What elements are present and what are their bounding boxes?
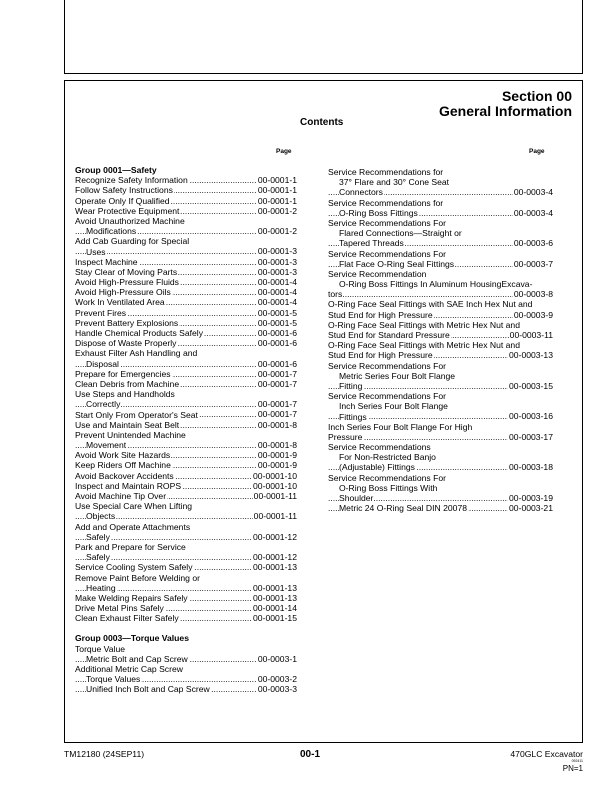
toc-entry-page: 00-0001-7 — [257, 368, 297, 379]
toc-entry-title: For Non-Restricted Banjo — [339, 452, 436, 463]
toc-entry-title: Prevent Unintended Machine — [75, 429, 186, 440]
toc-entry-page: 00-0003-4 — [513, 187, 553, 198]
toc-entry-page: 00-0003-3 — [257, 684, 297, 695]
toc-entry-line[interactable] — [328, 198, 553, 208]
toc-entry-line[interactable] — [75, 501, 297, 511]
toc-entry-line[interactable] — [75, 348, 297, 358]
group-heading: Group 0003—Torque Values — [75, 633, 189, 644]
toc-entry-page: 00-0001-5 — [257, 307, 297, 318]
toc-entry[interactable] — [75, 297, 297, 307]
toc-entry-title: Prevent Fires — [75, 307, 127, 318]
toc-entry-line[interactable] — [328, 279, 553, 289]
group-heading: Group 0001—Safety — [75, 165, 157, 175]
toc-entry-title: Unified Inch Bolt and Cap Screw — [86, 684, 210, 695]
toc-entry-page: 00-0003-18 — [509, 462, 553, 473]
toc-entry-page: 00-0001-3 — [257, 266, 297, 277]
toc-entry[interactable] — [75, 674, 297, 684]
toc-entry-page: 00-0003-4 — [513, 207, 553, 218]
toc-entry-page: 00-0001-11 — [253, 511, 297, 522]
toc-entry-page: 00-0003-11 — [509, 330, 553, 340]
toc-entry-title: Make Welding Repairs Safely — [75, 592, 188, 603]
toc-entry-page: 00-0001-7 — [257, 399, 297, 410]
toc-entry-page: 00-0001-7 — [257, 378, 297, 389]
toc-entry-title: Torque Values — [86, 674, 141, 685]
toc-entry-page: 00-0001-15 — [253, 613, 297, 624]
toc-entry[interactable] — [328, 493, 553, 503]
toc-entry[interactable] — [75, 277, 297, 287]
toc-entry-title: Service Recommendations — [328, 442, 431, 453]
toc-entry-title: Movement — [86, 440, 127, 451]
toc-entry-line[interactable] — [328, 228, 553, 238]
page-column-label-left: Page — [276, 148, 292, 155]
contents-heading: Contents — [300, 117, 344, 128]
toc-entry[interactable] — [328, 259, 553, 269]
toc-entry[interactable] — [328, 381, 553, 391]
toc-entry[interactable] — [75, 247, 297, 257]
toc-entry-line[interactable] — [328, 249, 553, 259]
toc-entry-title: Safely — [86, 552, 110, 563]
toc-entry-line[interactable] — [75, 216, 297, 226]
toc-entry-page: 00-0001-1 — [257, 195, 297, 206]
toc-entry-title: Service Recommendations for — [328, 167, 444, 177]
toc-entry-title: Avoid Work Site Hazards — [75, 450, 171, 461]
toc-entry-page: 00-0001-6 — [257, 338, 297, 349]
toc-entry-line[interactable] — [328, 483, 553, 493]
toc-entry-title: Exhaust Filter Ash Handling and — [75, 348, 198, 359]
toc-entry-title: Use Special Care When Lifting — [75, 501, 193, 512]
toc-entry[interactable] — [75, 471, 297, 481]
toc-entry-title: Pressure — [328, 431, 363, 442]
toc-entry-page: 00-0003-15 — [509, 380, 553, 391]
toc-entry[interactable] — [75, 532, 297, 542]
toc-entry[interactable] — [75, 654, 297, 664]
toc-entry[interactable] — [328, 187, 553, 197]
toc-entry-title: Fitting — [339, 380, 363, 391]
footer-code: 092411 — [571, 759, 583, 763]
toc-entry-page: 00-0001-8 — [257, 440, 297, 451]
toc-entry-title: Avoid High-Pressure Fluids — [75, 277, 179, 288]
toc-entry-page: 00-0001-9 — [257, 450, 297, 461]
toc-entry-page: 00-0003-13 — [509, 350, 553, 361]
toc-entry[interactable] — [75, 593, 297, 603]
toc-entry-title: Stud End for Standard Pressure — [328, 330, 450, 340]
toc-entry-page: 00-0001-10 — [253, 470, 297, 481]
toc-entry-title: O-Ring Face Seal Fittings with Metric Hex Nut and — [328, 340, 520, 351]
toc-entry-title: Remove Paint Before Welding or — [75, 572, 200, 583]
toc-entry-title: Heating — [86, 582, 116, 593]
toc-entry[interactable] — [75, 511, 297, 521]
toc-entry-line[interactable] — [328, 218, 553, 228]
toc-entry-title: Fittings — [339, 411, 367, 422]
toc-entry-title: Uses — [86, 246, 106, 257]
toc-entry-title: 37° Flare and 30° Cone Seat — [339, 177, 450, 188]
toc-entry[interactable] — [75, 603, 297, 613]
toc-entry-page: 00-0001-2 — [257, 226, 297, 237]
toc-entry-page: 00-0001-7 — [257, 409, 297, 420]
top-frame — [64, 0, 583, 74]
toc-entry-line[interactable] — [328, 269, 553, 279]
footer-model: 470GLC Excavator — [510, 749, 583, 759]
toc-entry-title: Work In Ventilated Area — [75, 297, 165, 308]
toc-entry-title: Clean Exhaust Filter Safely — [75, 613, 179, 624]
toc-entry-title: Service Recommendations For — [328, 391, 446, 402]
toc-entry-page: 00-0001-5 — [257, 317, 297, 328]
toc-entry[interactable] — [75, 369, 297, 379]
toc-entry[interactable] — [328, 208, 553, 218]
toc-entry-line[interactable] — [75, 389, 297, 399]
toc-entry-line[interactable] — [328, 299, 553, 309]
toc-entry-line[interactable] — [328, 422, 553, 432]
toc-entry-title: Use and Maintain Seat Belt — [75, 419, 180, 430]
toc-entry-title: Objects — [86, 511, 116, 522]
toc-entry-title: Tapered Threads — [339, 238, 404, 249]
toc-entry-title: Add and Operate Attachments — [75, 521, 191, 532]
toc-entry-line[interactable] — [328, 473, 553, 483]
toc-entry-title: Flared Connections—Straight or — [339, 228, 462, 239]
toc-entry-title: Metric 24 O-Ring Seal DIN 20078 — [339, 503, 468, 514]
section-title: General Information — [438, 103, 572, 119]
toc-entry-title: Use Steps and Handholds — [75, 389, 175, 400]
toc-entry-page: 00-0001-8 — [257, 419, 297, 430]
toc-entry-title: Follow Safety Instructions — [75, 185, 173, 196]
toc-entry-title: Service Recommendation — [328, 268, 427, 279]
toc-entry[interactable] — [328, 432, 553, 442]
toc-entry-page: 00-0003-16 — [509, 411, 553, 422]
toc-entry-title: O-Ring Boss Fittings With — [339, 482, 438, 493]
toc-right-column — [328, 167, 553, 513]
toc-entry-line[interactable] — [328, 401, 553, 411]
toc-entry-title: Safely — [86, 531, 110, 542]
toc-entry-page: 00-0003-19 — [509, 493, 553, 503]
toc-entry-page: 00-0001-10 — [253, 480, 297, 491]
toc-entry[interactable] — [328, 503, 553, 513]
toc-entry-title: Service Recommendations For — [328, 248, 446, 259]
toc-entry-page: 00-0001-3 — [257, 246, 297, 257]
toc-entry-title: Avoid High-Pressure Oils — [75, 287, 171, 298]
toc-entry-line[interactable] — [328, 391, 553, 401]
toc-entry-page: 00-0001-14 — [253, 603, 297, 614]
toc-left-column — [75, 165, 297, 695]
toc-entry-page: 00-0001-6 — [257, 328, 297, 338]
toc-entry[interactable] — [328, 350, 553, 360]
toc-entry-title: Inch Series Four Bolt Flange — [339, 401, 448, 412]
toc-entry-title: Torque Value — [75, 643, 126, 654]
toc-entry-line[interactable] — [328, 340, 553, 350]
toc-entry-title: O-Ring Face Seal Fittings with Metric Hex Nut and — [328, 319, 520, 330]
toc-entry[interactable] — [75, 450, 297, 460]
footer-doc-id: TM12180 (24SEP11) — [64, 749, 145, 759]
toc-entry[interactable] — [75, 359, 297, 369]
toc-entry-title: Handle Chemical Products Safely — [75, 328, 204, 338]
toc-entry-title: Flat Face O-Ring Seal Fittings — [339, 258, 455, 269]
toc-entry-title: Avoid Machine Tip Over — [75, 491, 167, 501]
toc-entry[interactable] — [75, 491, 297, 501]
toc-entry[interactable] — [75, 684, 297, 694]
toc-entry-line[interactable] — [75, 430, 297, 440]
toc-entry-title: Stay Clear of Moving Parts — [75, 266, 178, 277]
toc-entry-title: (Adjustable) Fittings — [339, 462, 415, 473]
toc-entry-title: Inspect Machine — [75, 256, 138, 267]
toc-entry-title: Park and Prepare for Service — [75, 541, 186, 552]
toc-entry[interactable] — [75, 410, 297, 420]
toc-entry-page: 00-0003-2 — [257, 674, 297, 685]
section-number: Section 00 — [501, 88, 572, 104]
toc-entry[interactable] — [328, 462, 553, 472]
toc-entry[interactable] — [75, 308, 297, 318]
toc-entry-title: Service Recommendations For — [328, 472, 446, 483]
toc-entry-line[interactable] — [328, 177, 553, 187]
toc-entry-page: 00-0001-2 — [257, 205, 297, 216]
toc-entry-page: 00-0003-17 — [509, 431, 553, 442]
footer-page-number: 00-1 — [300, 749, 321, 760]
toc-entry[interactable] — [75, 583, 297, 593]
toc-entry-title: Operate Only If Qualified — [75, 195, 170, 206]
toc-entry[interactable] — [328, 310, 553, 320]
toc-entry-page: 00-0003-6 — [513, 238, 553, 249]
toc-entry-title: O-Ring Face Seal Fittings with SAE Inch Hex Nut and — [328, 299, 533, 310]
toc-entry-title: Inch Series Four Bolt Flange For High — [328, 421, 473, 432]
toc-entry[interactable] — [328, 412, 553, 422]
toc-entry-page: 00-0001-1 — [257, 185, 297, 196]
toc-entry-page: 00-0001-4 — [257, 277, 297, 288]
toc-entry-page: 00-0001-13 — [253, 562, 297, 573]
toc-entry-page: 00-0003-1 — [257, 653, 297, 664]
toc-entry-title: Connectors — [339, 187, 383, 198]
toc-entry-page: 00-0001-13 — [253, 592, 297, 603]
toc-entry-title: Stud End for High Pressure — [328, 309, 433, 320]
toc-entry[interactable] — [75, 562, 297, 572]
toc-entry[interactable] — [75, 257, 297, 267]
toc-entry-page: 00-0001-12 — [253, 531, 297, 542]
toc-entry-title: Correctly — [86, 399, 121, 410]
toc-entry-line[interactable] — [328, 167, 553, 177]
toc-entry-title: Dispose of Waste Properly — [75, 338, 177, 349]
toc-entry-page: 00-0001-3 — [257, 256, 297, 267]
toc-entry-page: 00-0001-12 — [253, 552, 297, 563]
toc-entry[interactable] — [75, 318, 297, 328]
toc-entry-title: Avoid Backover Accidents — [75, 470, 174, 481]
toc-entry-title: Inspect and Maintain ROPS — [75, 480, 182, 491]
toc-entry[interactable] — [75, 613, 297, 623]
toc-entry-line[interactable] — [75, 664, 297, 674]
toc-entry-line[interactable] — [75, 573, 297, 583]
page-column-label-right: Page — [529, 148, 545, 155]
toc-entry-page: 00-0003-7 — [513, 258, 553, 269]
toc-entry-line[interactable] — [328, 452, 553, 462]
toc-entry-title: Disposal — [86, 358, 119, 369]
toc-entry-title: Prepare for Emergencies — [75, 368, 171, 379]
toc-entry-page: 00-0001-13 — [253, 582, 297, 593]
toc-entry-line[interactable] — [75, 542, 297, 552]
toc-entry-title: Shoulder — [339, 493, 374, 503]
toc-entry-line[interactable] — [75, 522, 297, 532]
toc-entry-page: 00-0001-4 — [257, 297, 297, 308]
toc-entry-title: Service Recommendations For — [328, 217, 446, 228]
toc-entry[interactable] — [75, 287, 297, 297]
toc-entry-title: Start Only From Operator's Seat — [75, 409, 198, 420]
toc-entry-title: Metric Bolt and Cap Screw — [86, 653, 188, 664]
toc-entry[interactable] — [75, 206, 297, 216]
toc-entry-title: Keep Riders Off Machine — [75, 460, 171, 471]
toc-entry[interactable] — [75, 420, 297, 430]
toc-entry[interactable] — [75, 175, 297, 185]
toc-entry[interactable] — [75, 267, 297, 277]
toc-entry-title: Wear Protective Equipment — [75, 205, 180, 216]
group-spacer — [75, 623, 297, 633]
toc-entry-title: tors — [328, 289, 343, 300]
toc-entry[interactable] — [328, 289, 553, 299]
toc-entry[interactable] — [75, 481, 297, 491]
toc-entry-line[interactable] — [328, 442, 553, 452]
toc-entry[interactable] — [75, 460, 297, 470]
toc-entry-line[interactable] — [328, 320, 553, 330]
toc-entry-title: Drive Metal Pins Safely — [75, 603, 164, 614]
toc-entry[interactable] — [75, 440, 297, 450]
toc-entry-title: Service Recommendations for — [328, 197, 444, 208]
toc-entry[interactable] — [75, 185, 297, 195]
toc-entry-line[interactable] — [328, 371, 553, 381]
toc-entry-title: Modifications — [86, 226, 137, 237]
toc-entry-page: 00-0001-4 — [257, 287, 297, 298]
toc-entry-title: Service Recommendations For — [328, 360, 446, 371]
toc-entry-page: 00-0003-21 — [509, 503, 553, 514]
toc-entry-page: 00-0003-8 — [513, 289, 553, 300]
toc-entry[interactable] — [75, 196, 297, 206]
toc-entry-title: Service Cooling System Safely — [75, 562, 193, 573]
toc-entry-line[interactable] — [75, 236, 297, 246]
toc-entry-page: 00-0001-11 — [253, 491, 297, 501]
toc-entry-title: Metric Series Four Bolt Flange — [339, 370, 456, 381]
toc-entry[interactable] — [75, 338, 297, 348]
toc-entry[interactable] — [328, 330, 553, 340]
toc-entry-title: Clean Debris from Machine — [75, 378, 180, 389]
toc-entry[interactable] — [75, 552, 297, 562]
toc-entry-title: Prevent Battery Explosions — [75, 317, 179, 328]
toc-entry[interactable] — [75, 328, 297, 338]
toc-entry[interactable] — [75, 399, 297, 409]
toc-entry-page: 00-0001-1 — [257, 175, 297, 186]
toc-entry[interactable] — [75, 226, 297, 236]
toc-entry[interactable] — [328, 238, 553, 248]
toc-entry-line[interactable] — [75, 644, 297, 654]
toc-entry-title: Add Cab Guarding for Special — [75, 236, 190, 247]
toc-entry-title: Recognize Safety Information — [75, 175, 188, 186]
toc-entry-title: Stud End for High Pressure — [328, 350, 433, 361]
toc-entry[interactable] — [75, 379, 297, 389]
toc-entry-page: 00-0003-9 — [513, 309, 553, 320]
toc-entry-title: O-Ring Boss Fittings — [339, 207, 418, 218]
toc-entry-page: 00-0001-6 — [257, 358, 297, 369]
toc-entry-page: 00-0001-9 — [257, 460, 297, 471]
toc-entry-title: Avoid Unauthorized Machine — [75, 215, 185, 226]
toc-entry-line[interactable] — [328, 361, 553, 371]
toc-entry-title: O-Ring Boss Fittings In Aluminum HousingExcava- — [339, 279, 533, 290]
toc-entry-title: Additional Metric Cap Screw — [75, 664, 183, 674]
footer-pn: PN=1 — [562, 764, 583, 773]
